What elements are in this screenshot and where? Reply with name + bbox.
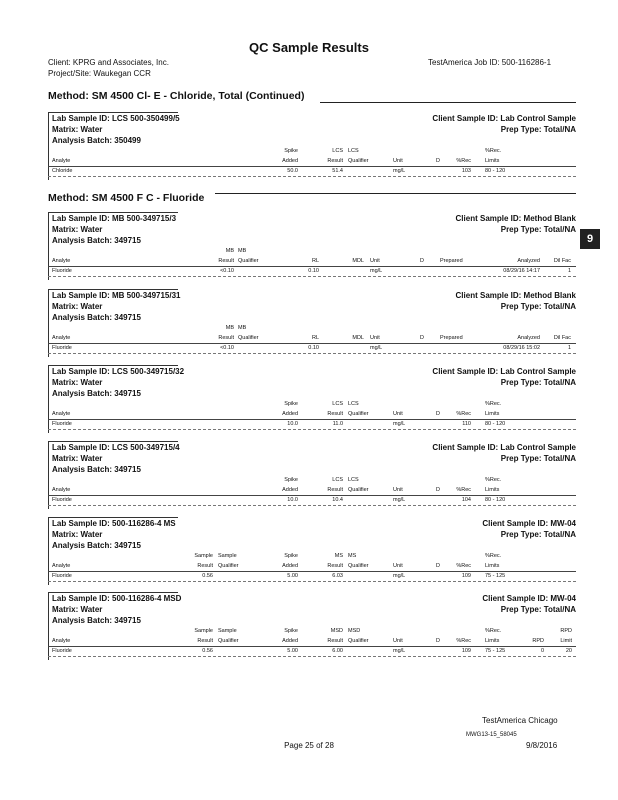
table-cell: Fluoride bbox=[52, 648, 72, 654]
col-header: Sample bbox=[194, 628, 213, 634]
matrix: Matrix: Water bbox=[52, 302, 103, 311]
table-cell: 5.00 bbox=[287, 648, 298, 654]
table-cell: mg/L bbox=[393, 421, 406, 427]
client-sample-id: Client Sample ID: Method Blank bbox=[455, 291, 576, 300]
table-cell: 0.56 bbox=[202, 648, 213, 654]
project-site: Project/Site: Waukegan CCR bbox=[48, 69, 151, 78]
lab-sample-id: Lab Sample ID: MB 500-349715/31 bbox=[52, 291, 181, 300]
col-header: Sample bbox=[218, 628, 237, 634]
table-cell: mg/L bbox=[370, 268, 383, 274]
client-sample-id: Client Sample ID: Method Blank bbox=[455, 214, 576, 223]
analysis-batch: Analysis Batch: 349715 bbox=[52, 313, 141, 322]
col-header: D bbox=[436, 638, 440, 644]
prep-type: Prep Type: Total/NA bbox=[500, 530, 576, 539]
col-header: D bbox=[436, 487, 440, 493]
client-name: Client: KPRG and Associates, Inc. bbox=[48, 58, 169, 67]
client-sample-id: Client Sample ID: Lab Control Sample bbox=[432, 114, 576, 123]
col-header: Added bbox=[282, 411, 298, 417]
matrix: Matrix: Water bbox=[52, 225, 103, 234]
col-header: D bbox=[436, 411, 440, 417]
col-header: Qualifier bbox=[348, 563, 369, 569]
col-header: D bbox=[420, 258, 424, 264]
col-header: Analyte bbox=[52, 158, 71, 164]
table-cell: 08/29/16 15:02 bbox=[503, 345, 540, 351]
col-header: MB bbox=[225, 325, 234, 331]
col-header: Prepared bbox=[440, 335, 463, 341]
table-cell: mg/L bbox=[393, 497, 406, 503]
qc-block-lcs-4 bbox=[48, 441, 576, 509]
col-header: Unit bbox=[393, 411, 403, 417]
qc-block-msd bbox=[48, 592, 576, 660]
col-header: LCS bbox=[348, 401, 359, 407]
client-sample-id: Client Sample ID: MW-04 bbox=[482, 594, 576, 603]
table-cell: 103 bbox=[461, 168, 471, 174]
table-cell: mg/L bbox=[393, 573, 406, 579]
col-header: Prepared bbox=[440, 258, 463, 264]
analysis-batch: Analysis Batch: 349715 bbox=[52, 541, 141, 550]
col-header: Result bbox=[327, 563, 343, 569]
table-cell: 20 bbox=[565, 648, 572, 654]
col-header: Dil Fac bbox=[553, 258, 571, 264]
table-cell: Chloride bbox=[52, 168, 73, 174]
col-header: Limits bbox=[485, 411, 500, 417]
table-cell: Fluoride bbox=[52, 268, 72, 274]
col-header: LCS bbox=[332, 401, 343, 407]
col-header: RL bbox=[311, 335, 319, 341]
matrix: Matrix: Water bbox=[52, 530, 103, 539]
table-cell: 0.56 bbox=[202, 573, 213, 579]
col-header: Qualifier bbox=[348, 487, 369, 493]
col-header: %Rec bbox=[456, 411, 471, 417]
table-cell: 75 - 125 bbox=[485, 648, 506, 654]
col-header: Limits bbox=[485, 487, 500, 493]
col-header: Unit bbox=[393, 487, 403, 493]
method-fluoride-rule bbox=[215, 193, 576, 194]
col-header: Analyte bbox=[52, 258, 71, 264]
col-header: MSD bbox=[330, 628, 343, 634]
table-cell: 80 - 120 bbox=[485, 497, 506, 503]
table-cell: mg/L bbox=[393, 648, 406, 654]
col-header: Analyte bbox=[52, 487, 71, 493]
client-sample-id: Client Sample ID: Lab Control Sample bbox=[432, 443, 576, 452]
section-tab-marker: 9 bbox=[580, 229, 600, 249]
col-header: MB bbox=[225, 248, 234, 254]
table-cell: 51.4 bbox=[332, 168, 343, 174]
analysis-batch: Analysis Batch: 349715 bbox=[52, 616, 141, 625]
table-cell: Fluoride bbox=[52, 345, 72, 351]
col-header: Spike bbox=[284, 148, 298, 154]
col-header: Added bbox=[282, 638, 298, 644]
table-cell: 1 bbox=[567, 345, 571, 351]
col-header: %Rec. bbox=[485, 148, 502, 154]
prep-type: Prep Type: Total/NA bbox=[500, 378, 576, 387]
col-header: %Rec bbox=[456, 638, 471, 644]
col-header: Qualifier bbox=[348, 411, 369, 417]
col-header: Spike bbox=[284, 553, 298, 559]
col-header: Added bbox=[282, 563, 298, 569]
col-header: Result bbox=[218, 335, 234, 341]
col-header: %Rec. bbox=[485, 553, 502, 559]
table-cell: 5.00 bbox=[287, 573, 298, 579]
col-header: Unit bbox=[393, 563, 403, 569]
method-chloride-rule bbox=[320, 102, 576, 103]
table-cell: 109 bbox=[461, 648, 471, 654]
col-header: Analyte bbox=[52, 411, 71, 417]
col-header: D bbox=[436, 563, 440, 569]
page-title: QC Sample Results bbox=[249, 40, 369, 55]
table-cell: 50.0 bbox=[287, 168, 298, 174]
lab-sample-id: Lab Sample ID: LCS 500-350499/5 bbox=[52, 114, 180, 123]
col-header: Unit bbox=[393, 158, 403, 164]
table-cell: 10.0 bbox=[287, 421, 298, 427]
footer-company: TestAmerica Chicago bbox=[482, 716, 558, 725]
col-header: Analyte bbox=[52, 638, 71, 644]
col-header: Unit bbox=[370, 258, 380, 264]
prep-type: Prep Type: Total/NA bbox=[500, 225, 576, 234]
col-header: %Rec bbox=[456, 487, 471, 493]
col-header: Limits bbox=[485, 158, 500, 164]
table-cell: 10.4 bbox=[332, 497, 343, 503]
col-header: MB bbox=[238, 325, 247, 331]
table-cell: 80 - 120 bbox=[485, 421, 506, 427]
table-cell: Fluoride bbox=[52, 497, 72, 503]
col-header: Spike bbox=[284, 477, 298, 483]
col-header: MS bbox=[334, 553, 343, 559]
table-cell: 1 bbox=[567, 268, 571, 274]
col-header: RPD bbox=[560, 628, 572, 634]
table-cell: 80 - 120 bbox=[485, 168, 506, 174]
table-cell: <0.10 bbox=[220, 345, 234, 351]
col-header: Result bbox=[327, 411, 343, 417]
table-cell: 6.03 bbox=[332, 573, 343, 579]
footer-date: 9/8/2016 bbox=[526, 741, 558, 750]
col-header: Added bbox=[282, 158, 298, 164]
table-cell: 109 bbox=[461, 573, 471, 579]
col-header: Qualifier bbox=[238, 258, 259, 264]
col-header: Analyte bbox=[52, 335, 71, 341]
table-cell: mg/L bbox=[370, 345, 383, 351]
col-header: Result bbox=[197, 563, 213, 569]
footer-doc-id: MWG13-15_58045 bbox=[466, 732, 517, 738]
lab-sample-id: Lab Sample ID: LCS 500-349715/4 bbox=[52, 443, 180, 452]
footer-page-number: Page 25 of 28 bbox=[284, 741, 334, 750]
col-header: MSD bbox=[348, 628, 361, 634]
prep-type: Prep Type: Total/NA bbox=[500, 454, 576, 463]
analysis-batch: Analysis Batch: 349715 bbox=[52, 465, 141, 474]
lab-sample-id: Lab Sample ID: 500-116286-4 MS bbox=[52, 519, 176, 528]
table-cell: 110 bbox=[462, 421, 471, 427]
col-header: Unit bbox=[393, 638, 403, 644]
qc-block-lcs-32 bbox=[48, 365, 576, 433]
col-header: Limits bbox=[485, 638, 500, 644]
col-header: Result bbox=[218, 258, 234, 264]
col-header: Qualifier bbox=[218, 638, 239, 644]
prep-type: Prep Type: Total/NA bbox=[500, 125, 576, 134]
col-header: Analyzed bbox=[517, 335, 540, 341]
col-header: Qualifier bbox=[348, 638, 369, 644]
table-cell: 11.0 bbox=[332, 421, 343, 427]
col-header: Result bbox=[327, 487, 343, 493]
col-header: MDL bbox=[352, 258, 364, 264]
col-header: RPD bbox=[532, 638, 544, 644]
table-cell: 0 bbox=[540, 648, 544, 654]
col-header: MS bbox=[348, 553, 357, 559]
qc-block-ms bbox=[48, 517, 576, 585]
col-header: %Rec. bbox=[485, 628, 502, 634]
prep-type: Prep Type: Total/NA bbox=[500, 605, 576, 614]
col-header: D bbox=[436, 158, 440, 164]
prep-type: Prep Type: Total/NA bbox=[500, 302, 576, 311]
analysis-batch: Analysis Batch: 349715 bbox=[52, 389, 141, 398]
col-header: LCS bbox=[332, 148, 343, 154]
col-header: LCS bbox=[348, 148, 359, 154]
col-header: Qualifier bbox=[238, 335, 259, 341]
col-header: D bbox=[420, 335, 424, 341]
col-header: Limits bbox=[485, 563, 500, 569]
client-sample-id: Client Sample ID: Lab Control Sample bbox=[432, 367, 576, 376]
matrix: Matrix: Water bbox=[52, 605, 103, 614]
qc-block-mb-3 bbox=[48, 212, 576, 280]
col-header: Sample bbox=[218, 553, 237, 559]
client-sample-id: Client Sample ID: MW-04 bbox=[482, 519, 576, 528]
table-cell: 75 - 125 bbox=[485, 573, 506, 579]
col-header: Qualifier bbox=[348, 158, 369, 164]
table-cell: mg/L bbox=[393, 168, 406, 174]
table-cell: Fluoride bbox=[52, 573, 72, 579]
job-id: TestAmerica Job ID: 500-116286-1 bbox=[428, 58, 552, 67]
lab-sample-id: Lab Sample ID: MB 500-349715/3 bbox=[52, 214, 177, 223]
col-header: Dil Fac bbox=[553, 335, 571, 341]
table-cell: 6.00 bbox=[332, 648, 343, 654]
col-header: MB bbox=[238, 248, 247, 254]
col-header: Unit bbox=[370, 335, 380, 341]
table-cell: <0.10 bbox=[220, 268, 234, 274]
col-header: RL bbox=[311, 258, 319, 264]
col-header: Limit bbox=[560, 638, 572, 644]
matrix: Matrix: Water bbox=[52, 378, 103, 387]
col-header: Analyzed bbox=[517, 258, 540, 264]
table-cell: 0.10 bbox=[308, 345, 319, 351]
table-cell: 0.10 bbox=[308, 268, 319, 274]
col-header: %Rec bbox=[456, 158, 471, 164]
col-header: LCS bbox=[332, 477, 343, 483]
col-header: %Rec. bbox=[485, 401, 502, 407]
col-header: Spike bbox=[284, 401, 298, 407]
col-header: LCS bbox=[348, 477, 359, 483]
col-header: %Rec bbox=[456, 563, 471, 569]
analysis-batch: Analysis Batch: 349715 bbox=[52, 236, 141, 245]
col-header: Added bbox=[282, 487, 298, 493]
qc-block-lcs-chloride bbox=[48, 112, 576, 180]
method-fluoride-title: Method: SM 4500 F C - Fluoride bbox=[48, 192, 205, 204]
matrix: Matrix: Water bbox=[52, 454, 103, 463]
col-header: Result bbox=[327, 638, 343, 644]
lab-sample-id: Lab Sample ID: 500-116286-4 MSD bbox=[52, 594, 182, 603]
col-header: Spike bbox=[284, 628, 298, 634]
table-cell: 104 bbox=[461, 497, 471, 503]
col-header: Sample bbox=[194, 553, 213, 559]
col-header: MDL bbox=[352, 335, 364, 341]
col-header: Result bbox=[197, 638, 213, 644]
matrix: Matrix: Water bbox=[52, 125, 103, 134]
col-header: Result bbox=[327, 158, 343, 164]
analysis-batch: Analysis Batch: 350499 bbox=[52, 136, 141, 145]
col-header: %Rec. bbox=[485, 477, 502, 483]
table-cell: 08/29/16 14:17 bbox=[503, 268, 540, 274]
col-header: Qualifier bbox=[218, 563, 239, 569]
qc-block-mb-31 bbox=[48, 289, 576, 357]
table-cell: 10.0 bbox=[287, 497, 298, 503]
method-chloride-title: Method: SM 4500 Cl- E - Chloride, Total (Continued) bbox=[48, 90, 305, 102]
lab-sample-id: Lab Sample ID: LCS 500-349715/32 bbox=[52, 367, 185, 376]
table-cell: Fluoride bbox=[52, 421, 72, 427]
col-header: Analyte bbox=[52, 563, 71, 569]
